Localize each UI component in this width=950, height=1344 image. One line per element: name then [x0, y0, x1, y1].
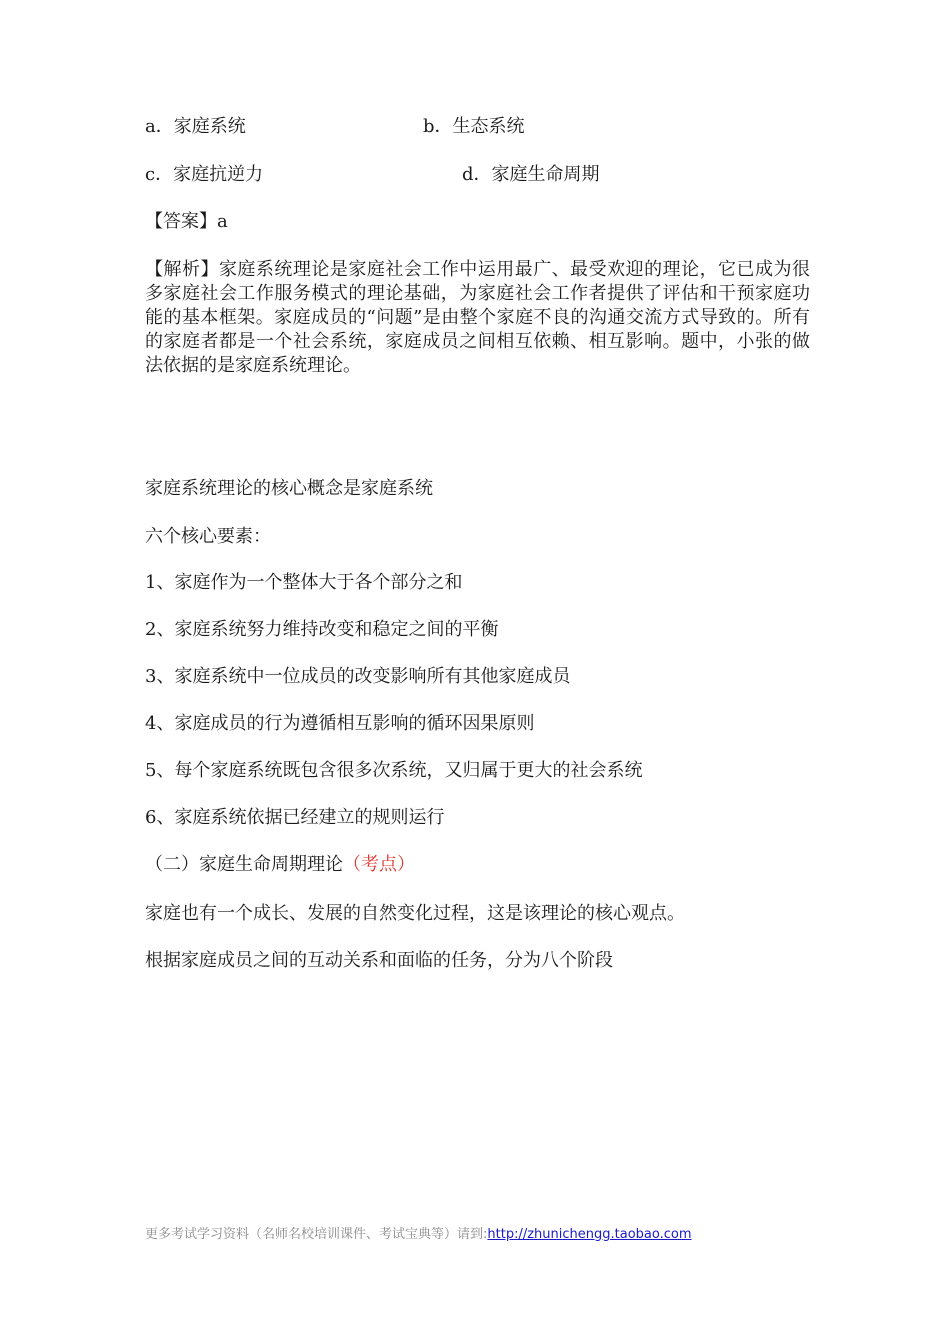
answer-line: 【答案】a — [145, 211, 228, 232]
exam-point-tag: （考点） — [343, 854, 415, 875]
element-item-4: 4、家庭成员的行为遵循相互影响的循环因果原则 — [145, 713, 535, 734]
option-a: a．家庭系统 — [145, 116, 246, 137]
analysis-paragraph: 【解析】家庭系统理论是家庭社会工作中运用最广、最受欢迎的理论，它已成为很多家庭社会工作服务模式的理论基础，为家庭社会工作者提供了评估和干预家庭功能的基本框架。家庭成员的“问题”是由整个家庭不良的沟通交流方式导致的。所有的家庭者都是一个社会系统，家庭成员之间相互依赖、相互影响。题中，小张的做法依据的是家庭系统理论。 — [145, 259, 810, 376]
element-item-2: 2、家庭系统努力维持改变和稳定之间的平衡 — [145, 619, 499, 640]
element-item-3: 3、家庭系统中一位成员的改变影响所有其他家庭成员 — [145, 666, 571, 687]
footer-text: 更多考试学习资料（名师名校培训课件、考试宝典等）请到: — [145, 1227, 488, 1242]
option-d: d．家庭生命周期 — [462, 164, 600, 185]
body-line-2: 根据家庭成员之间的互动关系和面临的任务，分为八个阶段 — [145, 950, 613, 971]
option-b: b．生态系统 — [423, 116, 525, 137]
option-c: c．家庭抗逆力 — [145, 164, 264, 185]
section-heading-text: （二）家庭生命周期理论 — [145, 854, 343, 875]
element-item-5: 5、每个家庭系统既包含很多次系统，又归属于更大的社会系统 — [145, 760, 643, 781]
footer — [145, 1226, 692, 1244]
element-item-1: 1、家庭作为一个整体大于各个部分之和 — [145, 572, 463, 593]
elements-title: 六个核心要素： — [145, 526, 271, 547]
section-heading — [145, 853, 415, 877]
element-item-6: 6、家庭系统依据已经建立的规则运行 — [145, 807, 445, 828]
core-concept-line: 家庭系统理论的核心概念是家庭系统 — [145, 478, 433, 499]
body-line-1: 家庭也有一个成长、发展的自然变化过程，这是该理论的核心观点。 — [145, 903, 685, 924]
footer-link[interactable]: http://zhunichengg.taobao.com — [487, 1227, 692, 1242]
